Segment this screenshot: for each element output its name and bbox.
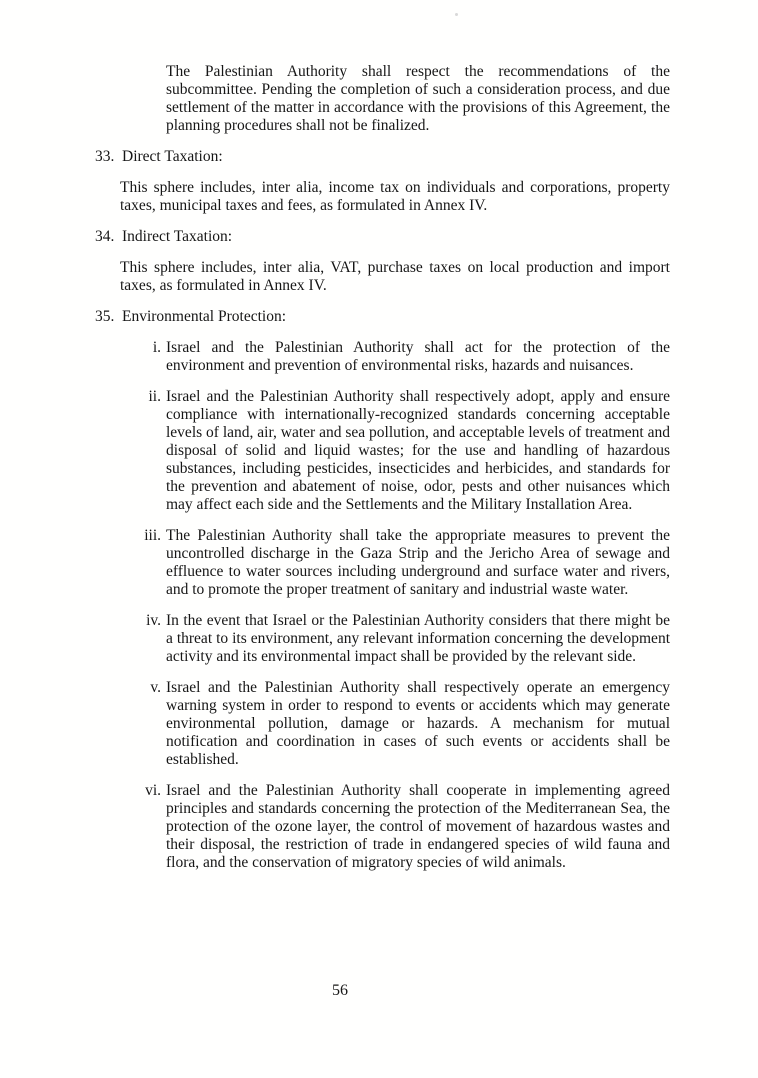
list-item-marker: i.	[152, 339, 161, 356]
list-item-v	[136, 679, 670, 769]
list-item-text: Israel and the Palestinian Authority shall act for the protection of the environment and prevention of environmental risks, hazards and nuisances.	[166, 339, 670, 374]
list-item-text: In the event that Israel or the Palestinian Authority considers that there might be a threat to its environment, any relevant information concerning the development activity and its environmental impact shall be provided by the relevant side.	[166, 612, 670, 665]
section-environmental-protection	[0, 308, 758, 872]
page-number: 56	[332, 982, 348, 999]
list-item-ii	[136, 388, 670, 514]
section-number: 34.	[95, 228, 115, 245]
list-item-text: Israel and the Palestinian Authority shall cooperate in implementing agreed principles and standards concerning the protection of the Mediterranean Sea, the protection of the ozone layer, the control of movement of hazardous wastes and their disposal, the restriction of trade in endangered species of wild fauna and flora, and the conservation of migratory species of wild animals.	[166, 782, 670, 871]
list-item-i	[136, 339, 670, 375]
list-item-marker: iv.	[146, 612, 161, 629]
section-heading	[95, 148, 670, 166]
intro-paragraph: The Palestinian Authority shall respect the recommendations of the subcommittee. Pending the completion of such a consideration process, and due settlement of the matter in accordance with the provisions of this Agreement, the planning procedures shall not be finalized.	[166, 63, 670, 134]
section-paragraph: This sphere includes, inter alia, income tax on individuals and corporations, property taxes, municipal taxes and fees, as formulated in Annex IV.	[120, 179, 670, 214]
section-title: Direct Taxation:	[122, 148, 223, 165]
list-item-iv	[136, 612, 670, 666]
section-direct-taxation	[0, 148, 758, 215]
list-item-marker: iii.	[144, 527, 161, 544]
clause-list	[136, 339, 670, 872]
list-item-text: Israel and the Palestinian Authority shall respectively operate an emergency warning system in order to respond to events or accidents which may generate environmental pollution, damage or hazards. A mechanism for mutual notification and coordination in cases of such events or accidents shall be established.	[166, 679, 670, 768]
section-paragraph: This sphere includes, inter alia, VAT, purchase taxes on local production and import taxes, as formulated in Annex IV.	[120, 259, 670, 294]
list-item-text: The Palestinian Authority shall take the appropriate measures to prevent the uncontrolled discharge in the Gaza Strip and the Jericho Area of sewage and effluence to water sources including underground and surface water and rivers, and to promote the proper treatment of sanitary and industrial waste water.	[166, 527, 670, 598]
section-heading	[95, 308, 670, 326]
list-item-text: Israel and the Palestinian Authority shall respectively adopt, apply and ensure compliance with internationally-recognized standards concerning acceptable levels of land, air, water and sea pollution, and acceptable levels of treatment and disposal of solid and liquid wastes; for the use and handling of hazardous substances, including pesticides, insecticides and herbicides, and standards for the prevention and abatement of noise, odor, pests and other nuisances which may affect each side and the Settlements and the Military Installation Area.	[166, 388, 670, 513]
section-indirect-taxation	[0, 228, 758, 295]
list-item-iii	[136, 527, 670, 599]
list-item-vi	[136, 782, 670, 872]
section-number: 33.	[95, 148, 115, 165]
section-title: Indirect Taxation:	[122, 228, 233, 245]
list-item-marker: ii.	[148, 388, 161, 405]
section-title: Environmental Protection:	[122, 308, 287, 325]
scan-artifact	[455, 13, 458, 16]
section-number: 35.	[95, 308, 115, 325]
list-item-marker: v.	[150, 679, 161, 696]
list-item-marker: vi.	[145, 782, 161, 799]
section-heading	[95, 228, 670, 246]
